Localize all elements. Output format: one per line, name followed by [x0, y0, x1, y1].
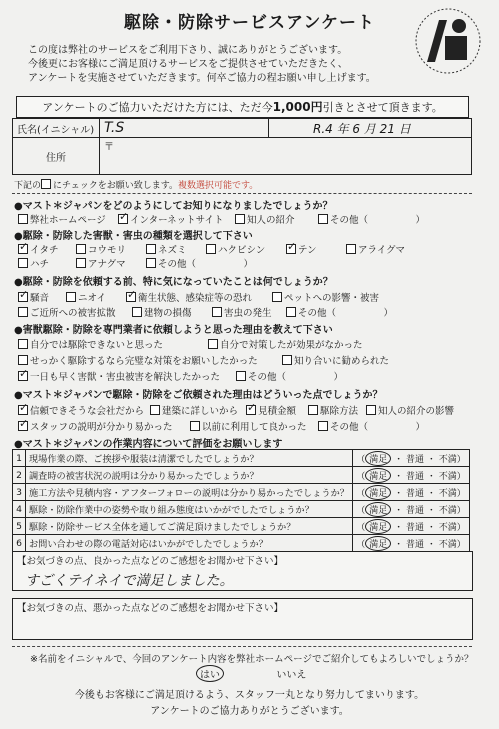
- q5-option[interactable]: ✓ 見積金額: [246, 403, 296, 417]
- rating-option[interactable]: 満足: [365, 536, 391, 551]
- q3-option[interactable]: 害虫の発生: [212, 305, 272, 319]
- rating-scale: （ 満足 ・ 普通 ・ 不満）: [352, 450, 469, 467]
- rating-scale: （ 満足 ・ 普通 ・ 不満）: [352, 501, 469, 518]
- intro-line-3: アンケートを実施させていただきます。何卒ご協力の程お願い申し上げます。: [28, 73, 376, 84]
- row-question: 調査時の被害状況の説明は分かり易かったでしょうか？: [25, 467, 352, 484]
- rating-option[interactable]: 満足: [365, 468, 391, 483]
- rating-scale: （ 満足 ・ 普通 ・ 不満）: [352, 535, 469, 552]
- discount-banner: [16, 96, 469, 118]
- q5-option[interactable]: 以前に利用して良かった: [190, 419, 307, 433]
- q2-option[interactable]: ハチ: [18, 256, 49, 270]
- row-number: 4: [13, 501, 26, 518]
- page-title: 駆除・防除サービスアンケート: [124, 13, 375, 33]
- row-question: お問い合わせの際の電話対応はいかがでしたでしょうか？: [25, 535, 352, 552]
- rating-option[interactable]: 不満: [438, 471, 457, 482]
- q5-option[interactable]: 知人の紹介の影響: [366, 403, 454, 417]
- row-question: 現場作業の際、ご挨拶や服装は清潔でしたでしょうか？: [25, 450, 352, 467]
- q5-option[interactable]: その他（ ）: [318, 419, 425, 433]
- rating-option[interactable]: 普通: [405, 488, 424, 499]
- checkbox[interactable]: [146, 258, 156, 268]
- q2-option[interactable]: ハクビシン: [206, 242, 265, 256]
- checkbox[interactable]: [18, 258, 28, 268]
- checkbox[interactable]: [236, 371, 246, 381]
- q5-option[interactable]: ✓スタッフの説明が分かり易かった: [18, 419, 173, 433]
- checkbox[interactable]: [308, 405, 318, 415]
- q2-option[interactable]: その他（ ）: [146, 256, 253, 270]
- q3-option[interactable]: ご近所への被害拡散: [18, 305, 116, 319]
- q3-option[interactable]: ペットへの影響・被害: [272, 290, 379, 304]
- q4-title: ●害獣駆除・防除を専門業者に依頼しようと思った理由を教えて下さい: [14, 325, 333, 336]
- checkbox[interactable]: [246, 405, 256, 415]
- checkbox[interactable]: [18, 307, 28, 317]
- checkbox[interactable]: [18, 339, 28, 349]
- closing-line-1: 今後もお客様にご満足頂けるよう、スタッフ一丸となり努力してまいります。: [74, 690, 425, 701]
- checkbox[interactable]: [150, 405, 160, 415]
- q1-option[interactable]: 弊社ホームページ: [18, 212, 106, 226]
- row-question: 施工方法や見積内容・アフターフォローの説明は分かり易かったでしょうか？: [25, 484, 352, 501]
- consent-yes[interactable]: はい: [196, 665, 224, 682]
- name-value[interactable]: T.S: [100, 119, 269, 138]
- checkbox[interactable]: [18, 244, 28, 254]
- rating-option[interactable]: 普通: [405, 505, 424, 516]
- customer-info-table: [12, 118, 472, 175]
- good-comment-label: 【お気づきの点、良かった点などのご感想をお聞かせ下さい】: [17, 556, 284, 567]
- checkbox[interactable]: [272, 292, 282, 302]
- checkbox[interactable]: [66, 292, 76, 302]
- checkbox[interactable]: [18, 371, 28, 381]
- evaluation-row: [13, 501, 470, 518]
- q5-option[interactable]: ✓信頼できそうな会社だから: [18, 403, 144, 417]
- rating-option[interactable]: 不満: [438, 522, 457, 533]
- checkbox[interactable]: [18, 405, 28, 415]
- rating-option[interactable]: 満足: [365, 519, 391, 534]
- rating-option[interactable]: 不満: [438, 539, 457, 550]
- checkbox[interactable]: [212, 307, 222, 317]
- q1-option[interactable]: その他（ ）: [318, 212, 425, 226]
- rating-option[interactable]: 普通: [405, 522, 424, 533]
- evaluation-row: [13, 484, 470, 501]
- company-logo: [413, 6, 483, 76]
- checkbox[interactable]: [132, 307, 142, 317]
- banner-post: 引きとさせて頂きます。: [322, 101, 443, 114]
- q3-option[interactable]: その他（ ）: [286, 305, 393, 319]
- q1-option[interactable]: 知人の紹介: [235, 212, 295, 226]
- consent-options: [196, 665, 306, 682]
- evaluation-row: [13, 518, 470, 535]
- intro-line-2: 今後更にお客様にご満足頂けるサービスをご提供させていただきたく、: [28, 59, 348, 70]
- evaluation-row: [13, 450, 470, 467]
- checkbox[interactable]: [146, 244, 156, 254]
- rating-option[interactable]: 不満: [438, 505, 457, 516]
- closing-line-2: アンケートのご協力ありがとうございます。: [150, 706, 349, 717]
- q2-option[interactable]: ネズミ: [146, 242, 187, 256]
- intro-line-1: この度は弊社のサービスをご利用下さり、誠にありがとうございます。: [28, 45, 348, 56]
- rating-option[interactable]: 不満: [438, 454, 457, 465]
- q5-title: ●マスト＊ジャパンで駆除・防除をご依頼された理由はどういった点でしょうか？: [14, 390, 383, 401]
- checkbox[interactable]: [286, 244, 296, 254]
- q4-option[interactable]: 自分では駆除できないと思った: [18, 337, 163, 351]
- checkbox[interactable]: [190, 421, 200, 431]
- checkbox[interactable]: [346, 244, 356, 254]
- q1-option[interactable]: ✓ インターネットサイト: [118, 212, 223, 226]
- q2-option[interactable]: ✓ テン: [286, 242, 317, 256]
- checkbox[interactable]: [235, 214, 245, 224]
- checkbox[interactable]: [286, 307, 296, 317]
- row-number: 5: [13, 518, 26, 535]
- address-field[interactable]: 〒: [100, 138, 472, 175]
- good-comment-box[interactable]: [12, 551, 473, 591]
- rating-option[interactable]: 満足: [365, 502, 391, 517]
- q2-option[interactable]: ✓イタチ: [18, 242, 59, 256]
- checkbox[interactable]: [76, 244, 86, 254]
- rating-option[interactable]: 普通: [405, 539, 424, 550]
- q3-title: ●駆除・防除を依頼する前、特に気になっていたことは何でしょうか？: [14, 277, 333, 288]
- checkbox[interactable]: [318, 214, 328, 224]
- bad-comment-label: 【お気づきの点、悪かった点などのご感想をお聞かせ下さい】: [17, 603, 284, 614]
- checkbox[interactable]: [76, 258, 86, 268]
- row-question: 駆除・防除サービス全体を通してご満足頂けましたでしょうか？: [25, 518, 352, 535]
- q5-option[interactable]: 駆除方法: [308, 403, 358, 417]
- q6-title: ●マスト＊ジャパンの作業内容について評価をお願いします: [14, 439, 283, 450]
- q4-option[interactable]: 自分で対策したが効果がなかった: [208, 337, 363, 351]
- row-number: 6: [13, 535, 26, 552]
- checkbox[interactable]: [366, 405, 376, 415]
- checkbox[interactable]: [318, 421, 328, 431]
- rating-option[interactable]: 普通: [405, 454, 424, 465]
- row-question: 駆除・防除作業中の姿勢や取り組み態度はいかがでしたでしょうか？: [25, 501, 352, 518]
- q3-option[interactable]: ✓ 衛生状態、感染症等の恐れ: [126, 290, 252, 304]
- address-label: 住所: [13, 138, 100, 175]
- rating-option[interactable]: 普通: [405, 471, 424, 482]
- rating-option[interactable]: 満足: [365, 485, 391, 500]
- evaluation-table: [12, 449, 470, 552]
- q4-option[interactable]: ✓一日も早く害獣・害虫被害を解決したかった: [18, 369, 220, 383]
- bad-comment-box[interactable]: [12, 598, 473, 640]
- checkbox[interactable]: [18, 421, 28, 431]
- q5-option[interactable]: 建築に詳しいから: [150, 403, 238, 417]
- checkbox[interactable]: [282, 355, 292, 365]
- rating-option[interactable]: 不満: [438, 488, 457, 499]
- checkbox[interactable]: [18, 292, 28, 302]
- checkbox[interactable]: [118, 214, 128, 224]
- evaluation-row: [13, 467, 470, 484]
- checkbox[interactable]: [18, 214, 28, 224]
- consent-question: ※名前をイニシャルで、今回のアンケート内容を弊社ホームページでご紹介してもよろしいでしょうか？: [30, 654, 474, 665]
- q2-option[interactable]: アライグマ: [346, 242, 405, 256]
- rating-scale: （ 満足 ・ 普通 ・ 不満）: [352, 467, 469, 484]
- q3-option[interactable]: ニオイ: [66, 290, 106, 304]
- name-label: 氏名(イニシャル): [13, 119, 100, 138]
- q2-option[interactable]: コウモリ: [76, 242, 126, 256]
- date-value[interactable]: R.4 年 6 月 21 日: [269, 119, 472, 138]
- row-number: 2: [13, 467, 26, 484]
- row-number: 1: [13, 450, 26, 467]
- q4-option[interactable]: その他（ ）: [236, 369, 343, 383]
- checkbox[interactable]: [126, 292, 136, 302]
- divider: [12, 193, 472, 194]
- rating-scale: （ 満足 ・ 普通 ・ 不満）: [352, 484, 469, 501]
- row-number: 3: [13, 484, 26, 501]
- checkbox[interactable]: [18, 355, 28, 365]
- instruction-note: 下記の にチェックをお願い致します。複数選択可能です。: [14, 181, 259, 191]
- rating-scale: （ 満足 ・ 普通 ・ 不満）: [352, 518, 469, 535]
- checkbox[interactable]: [206, 244, 216, 254]
- q3-option[interactable]: ✓騒音: [18, 290, 49, 304]
- banner-amount: 1,000円: [272, 100, 323, 114]
- checkbox[interactable]: [208, 339, 218, 349]
- evaluation-row: [13, 535, 470, 552]
- consent-no[interactable]: いいえ: [276, 670, 307, 681]
- q3-option[interactable]: 建物の損傷: [132, 305, 192, 319]
- q2-option[interactable]: アナグマ: [76, 256, 126, 270]
- q1-title: ●マスト＊ジャパンをどのようにしてお知りになりましたでしょうか？: [14, 201, 333, 212]
- good-comment-text: すごくテイネイで満足しました。: [25, 573, 234, 589]
- banner-pre: アンケートのご協力いただけた方には、ただ今: [42, 101, 273, 114]
- sample-checkbox: [41, 179, 51, 189]
- q2-title: ●駆除・防除した害獣・害虫の種類を選択して下さい: [14, 231, 253, 242]
- q4-option[interactable]: 知り合いに勧められた: [282, 353, 389, 367]
- q4-option[interactable]: せっかく駆除するなら完璧な対策をお願いしたかった: [18, 353, 258, 367]
- divider: [12, 646, 472, 647]
- rating-option[interactable]: 満足: [365, 451, 391, 466]
